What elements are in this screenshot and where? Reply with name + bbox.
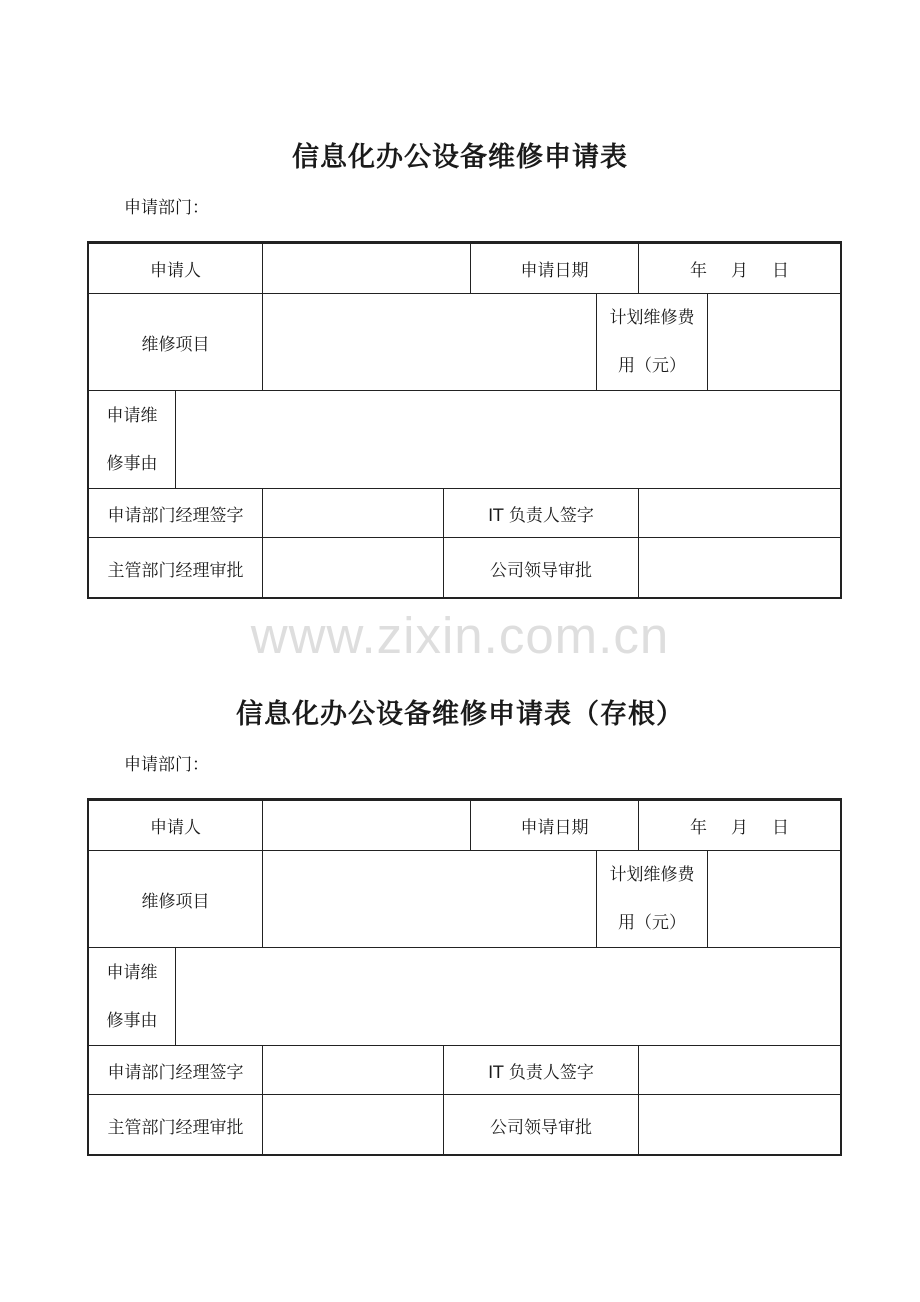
stub-it-lead-sign-label: IT 负责人签字	[488, 1062, 594, 1083]
stub-planned-cost-label	[597, 851, 707, 947]
stub-planned-cost-label-line2: 用（元）	[618, 913, 686, 933]
repair-reason-label-line2: 修事由	[106, 453, 158, 474]
stub-company-leader-approval-field[interactable]	[639, 1095, 840, 1156]
stub-repair-reason-label-line1: 申请维	[106, 962, 158, 983]
stub-repair-item-label: 维修项目	[141, 891, 210, 912]
stub-dept-manager-sign-label: 申请部门经理签字	[107, 1062, 244, 1083]
stub-date-day-label: 日	[772, 818, 789, 838]
stub-applicant-label: 申请人	[150, 818, 201, 838]
date-year-label: 年	[690, 261, 707, 281]
repair-reason-label-line1: 申请维	[106, 405, 158, 426]
repair-item-field[interactable]	[263, 294, 596, 390]
it-lead-sign-field[interactable]	[639, 489, 840, 537]
repair-request-table	[87, 241, 842, 599]
planned-cost-label	[597, 294, 707, 390]
stub-company-leader-approval-label: 公司领导审批	[490, 1118, 592, 1138]
watermark: www.zixin.com.cn	[250, 607, 670, 664]
stub-date-year-label: 年	[690, 818, 707, 838]
supervising-manager-approval-field[interactable]	[263, 538, 443, 599]
dept-manager-sign-field[interactable]	[263, 489, 443, 537]
date-day-label: 日	[772, 261, 789, 281]
stub-it-lead-sign-field[interactable]	[639, 1046, 840, 1094]
apply-date-label: 申请日期	[520, 261, 589, 281]
stub-repair-item-field[interactable]	[263, 851, 596, 947]
applicant-field[interactable]	[263, 244, 470, 293]
date-month-label: 月	[731, 261, 748, 281]
stub-apply-date-label: 申请日期	[520, 818, 589, 838]
form-title: 信息化办公设备维修申请表	[292, 142, 628, 173]
dept-manager-sign-label: 申请部门经理签字	[107, 505, 244, 526]
stub-date-month-label: 月	[731, 818, 748, 838]
stub-repair-reason-label-line2: 修事由	[106, 1010, 158, 1031]
planned-cost-field[interactable]	[708, 294, 840, 390]
stub-repair-reason-label	[89, 948, 175, 1045]
department-label: 申请部门：	[124, 198, 209, 218]
stub-dept-manager-sign-field[interactable]	[263, 1046, 443, 1094]
stub-planned-cost-field[interactable]	[708, 851, 840, 947]
stub-applicant-field[interactable]	[263, 801, 470, 850]
stub-repair-request-table	[87, 798, 842, 1156]
repair-item-label: 维修项目	[141, 334, 210, 355]
supervising-manager-approval-label: 主管部门经理审批	[107, 561, 244, 581]
apply-date-field[interactable]	[639, 244, 840, 293]
repair-reason-field[interactable]	[176, 391, 840, 488]
repair-reason-label	[89, 391, 175, 488]
stub-repair-reason-field[interactable]	[176, 948, 840, 1045]
applicant-label: 申请人	[150, 261, 201, 281]
stub-form-title: 信息化办公设备维修申请表（存根）	[236, 699, 684, 730]
stub-supervising-manager-approval-field[interactable]	[263, 1095, 443, 1156]
stub-apply-date-field[interactable]	[639, 801, 840, 850]
planned-cost-label-line1: 计划维修费	[609, 308, 695, 328]
company-leader-approval-label: 公司领导审批	[490, 561, 592, 581]
stub-planned-cost-label-line1: 计划维修费	[609, 865, 695, 885]
company-leader-approval-field[interactable]	[639, 538, 840, 599]
planned-cost-label-line2: 用（元）	[618, 356, 686, 376]
stub-department-label: 申请部门：	[124, 755, 209, 775]
stub-supervising-manager-approval-label: 主管部门经理审批	[107, 1118, 244, 1138]
it-lead-sign-label: IT 负责人签字	[488, 505, 594, 526]
